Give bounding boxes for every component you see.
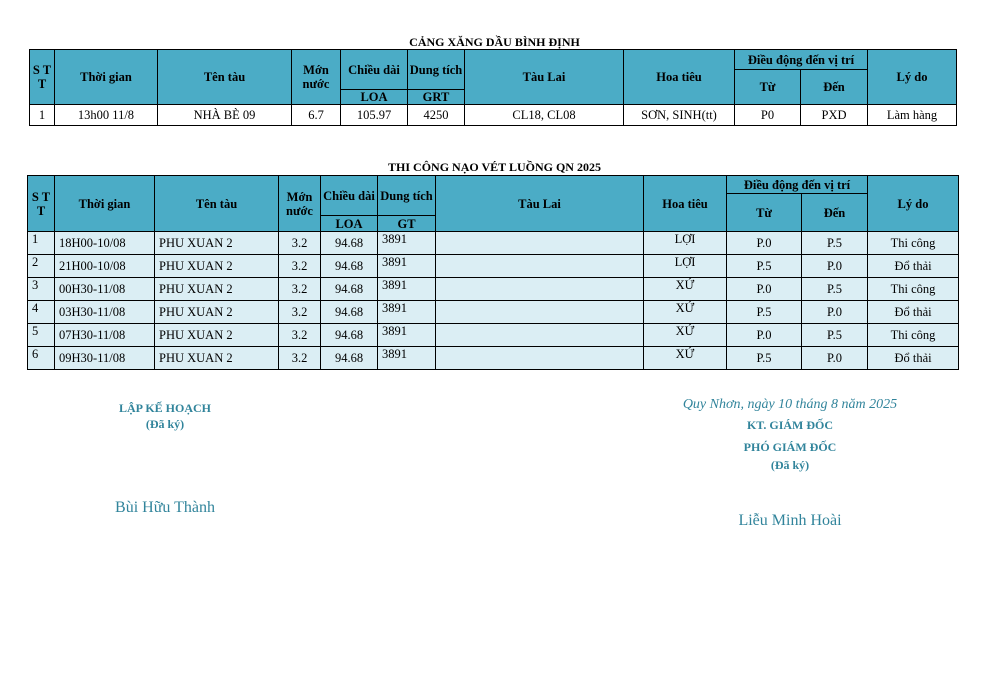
cell-time: 21H00-10/08 (55, 255, 155, 278)
cell-capacity: 3891 (378, 301, 436, 324)
cell-tug (436, 301, 644, 324)
cell-loa: 105.97 (341, 105, 408, 126)
cell-tug (436, 232, 644, 255)
cell-draft: 3.2 (279, 324, 321, 347)
cell-reason: Làm hàng (868, 105, 957, 126)
cell-tug (436, 278, 644, 301)
header-draft: Mớn nước (292, 50, 341, 105)
cell-stt: 1 (28, 232, 55, 255)
cell-from: P.5 (727, 301, 802, 324)
cell-stt: 1 (30, 105, 55, 126)
cell-from: P.0 (727, 232, 802, 255)
cell-to: P.0 (802, 347, 868, 370)
header-capacity-unit: GRT (408, 90, 465, 105)
table-row (28, 301, 959, 324)
director-name: Liễu Minh Hoài (738, 512, 842, 529)
cell-pilot: XỨ (644, 347, 727, 370)
cell-draft: 3.2 (279, 301, 321, 324)
cell-draft: 3.2 (279, 255, 321, 278)
header-pilot: Hoa tiêu (624, 50, 735, 105)
header-ship-name: Tên tàu (158, 50, 292, 105)
cell-ship: PHU XUAN 2 (155, 232, 279, 255)
header-move: Điều động đến vị trí (735, 50, 868, 70)
cell-capacity: 3891 (378, 278, 436, 301)
cell-ship: PHU XUAN 2 (155, 347, 279, 370)
cell-draft: 6.7 (292, 105, 341, 126)
cell-to: PXD (801, 105, 868, 126)
header-ship-name: Tên tàu (155, 176, 279, 232)
cell-to: P.5 (802, 324, 868, 347)
header-stt: S T T (30, 50, 55, 105)
header-draft: Mớn nước (279, 176, 321, 232)
planner-signed: (Đã ký) (145, 417, 185, 431)
cell-capacity: 3891 (378, 232, 436, 255)
header-capacity: Dung tích (378, 176, 436, 216)
cell-loa: 94.68 (321, 301, 378, 324)
header-stt: S T T (28, 176, 55, 232)
cell-ship: NHÀ BÈ 09 (158, 105, 292, 126)
cell-pilot: LỢI (644, 255, 727, 278)
header-time: Thời gian (55, 50, 158, 105)
cell-draft: 3.2 (279, 278, 321, 301)
cell-tug: CL18, CL08 (465, 105, 624, 126)
table-row (28, 278, 959, 301)
director-title: KT. GIÁM ĐỐC (746, 418, 834, 432)
cell-pilot: SƠN, SINH(tt) (624, 105, 735, 126)
cell-ship: PHU XUAN 2 (155, 255, 279, 278)
cell-loa: 94.68 (321, 255, 378, 278)
director-signed: (Đã ký) (770, 458, 810, 472)
header-reason: Lý do (868, 176, 959, 232)
table-row (28, 232, 959, 255)
table-row (28, 347, 959, 370)
cell-reason: Thi công (868, 278, 959, 301)
cell-from: P.0 (727, 278, 802, 301)
section1-title: CẢNG XĂNG DẦU BÌNH ĐỊNH (409, 35, 580, 49)
cell-reason: Đổ thải (868, 301, 959, 324)
cell-stt: 5 (28, 324, 55, 347)
cell-loa: 94.68 (321, 278, 378, 301)
cell-capacity: 4250 (408, 105, 465, 126)
header-length-unit: LOA (341, 90, 408, 105)
cell-time: 09H30-11/08 (55, 347, 155, 370)
cell-ship: PHU XUAN 2 (155, 324, 279, 347)
header-reason: Lý do (868, 50, 957, 105)
cell-from: P.0 (727, 324, 802, 347)
header-from: Từ (735, 70, 801, 105)
header-tug: Tàu Lai (436, 176, 644, 232)
cell-ship: PHU XUAN 2 (155, 278, 279, 301)
cell-ship: PHU XUAN 2 (155, 301, 279, 324)
header-capacity: Dung tích (408, 50, 465, 90)
section2-table (27, 175, 959, 370)
header-capacity-unit: GT (378, 216, 436, 232)
cell-time: 18H00-10/08 (55, 232, 155, 255)
cell-from: P.5 (727, 255, 802, 278)
cell-stt: 6 (28, 347, 55, 370)
header-length: Chiều dài (321, 176, 378, 216)
cell-pilot: XỨ (644, 278, 727, 301)
cell-capacity: 3891 (378, 255, 436, 278)
header-length-unit: LOA (321, 216, 378, 232)
header-to: Đến (801, 70, 868, 105)
cell-capacity: 3891 (378, 347, 436, 370)
cell-from: P0 (735, 105, 801, 126)
cell-stt: 2 (28, 255, 55, 278)
section1-table (29, 49, 957, 126)
cell-pilot: LỢI (644, 232, 727, 255)
cell-tug (436, 255, 644, 278)
header-to: Đến (802, 194, 868, 232)
planner-title: LẬP KẾ HOẠCH (118, 401, 211, 415)
cell-loa: 94.68 (321, 347, 378, 370)
deputy-director-title: PHÓ GIÁM ĐỐC (743, 440, 837, 454)
planner-name: Bùi Hữu Thành (115, 499, 215, 516)
place-date: Quy Nhơn, ngày 10 tháng 8 năm 2025 (682, 397, 898, 412)
cell-tug (436, 324, 644, 347)
cell-reason: Đổ thải (868, 347, 959, 370)
cell-reason: Thi công (868, 324, 959, 347)
cell-time: 00H30-11/08 (55, 278, 155, 301)
table-row (28, 255, 959, 278)
header-pilot: Hoa tiêu (644, 176, 727, 232)
header-tug: Tàu Lai (465, 50, 624, 105)
cell-reason: Thi công (868, 232, 959, 255)
cell-pilot: XỨ (644, 301, 727, 324)
cell-stt: 4 (28, 301, 55, 324)
table-row (28, 324, 959, 347)
header-time: Thời gian (55, 176, 155, 232)
cell-to: P.0 (802, 255, 868, 278)
header-length: Chiều dài (341, 50, 408, 90)
header-move: Điều động đến vị trí (727, 176, 868, 194)
header-from: Từ (727, 194, 802, 232)
cell-time: 13h00 11/8 (55, 105, 158, 126)
cell-tug (436, 347, 644, 370)
table-row (30, 105, 957, 126)
cell-from: P.5 (727, 347, 802, 370)
cell-to: P.0 (802, 301, 868, 324)
cell-time: 03H30-11/08 (55, 301, 155, 324)
cell-time: 07H30-11/08 (55, 324, 155, 347)
cell-stt: 3 (28, 278, 55, 301)
cell-draft: 3.2 (279, 347, 321, 370)
cell-to: P.5 (802, 278, 868, 301)
cell-loa: 94.68 (321, 232, 378, 255)
cell-reason: Đổ thải (868, 255, 959, 278)
cell-pilot: XỨ (644, 324, 727, 347)
section2-title: THI CÔNG NẠO VÉT LUỒNG QN 2025 (388, 160, 601, 174)
cell-loa: 94.68 (321, 324, 378, 347)
cell-to: P.5 (802, 232, 868, 255)
cell-draft: 3.2 (279, 232, 321, 255)
cell-capacity: 3891 (378, 324, 436, 347)
